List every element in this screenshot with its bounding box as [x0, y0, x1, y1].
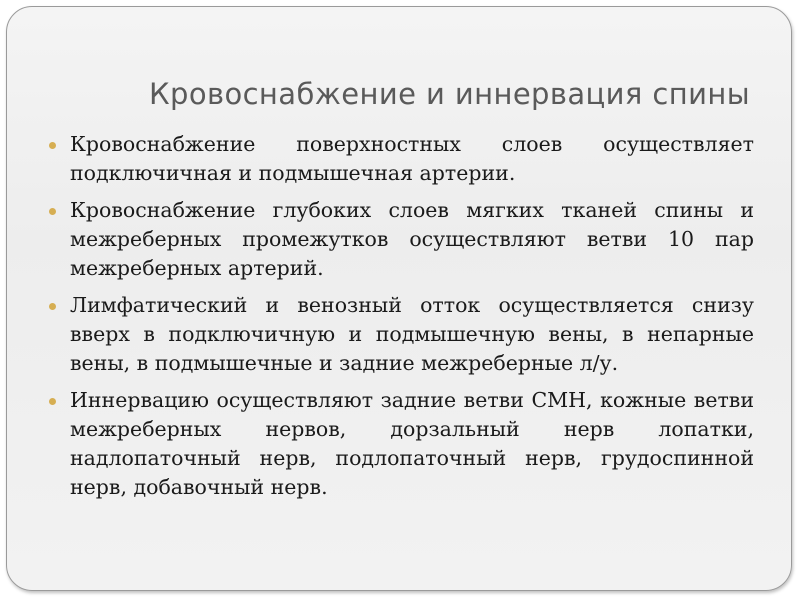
- bullet-list: [70, 130, 754, 510]
- bullet-dot-icon: [49, 208, 56, 215]
- bullet-item: [70, 386, 754, 502]
- bullet-item: [70, 291, 754, 378]
- bullet-text: Лимфатический и венозный отток осуществляется снизу вверх в подключичную и подмышечную вены, в непарные вены, в подмышечные и задние межреберные л/у.: [70, 293, 754, 375]
- bullet-item: [70, 130, 754, 188]
- bullet-dot-icon: [49, 142, 56, 149]
- bullet-text: Иннервацию осуществляют задние ветви СМН, кожные ветви межреберных нервов, дорзальный нерв лопатки, надлопаточный нерв, подлопаточный нерв, грудоспинной нерв, добавочный нерв.: [70, 388, 754, 499]
- bullet-dot-icon: [49, 398, 56, 405]
- bullet-text: Кровоснабжение глубоких слоев мягких тканей спины и межреберных промежутков осуществляют ветви 10 пар межреберных артерий.: [70, 198, 754, 280]
- bullet-item: [70, 196, 754, 283]
- bullet-text: Кровоснабжение поверхностных слоев осуществляет подключичная и подмышечная артерии.: [70, 132, 754, 185]
- bullet-dot-icon: [49, 303, 56, 310]
- slide-title: Кровоснабжение и иннервация спины: [149, 77, 750, 111]
